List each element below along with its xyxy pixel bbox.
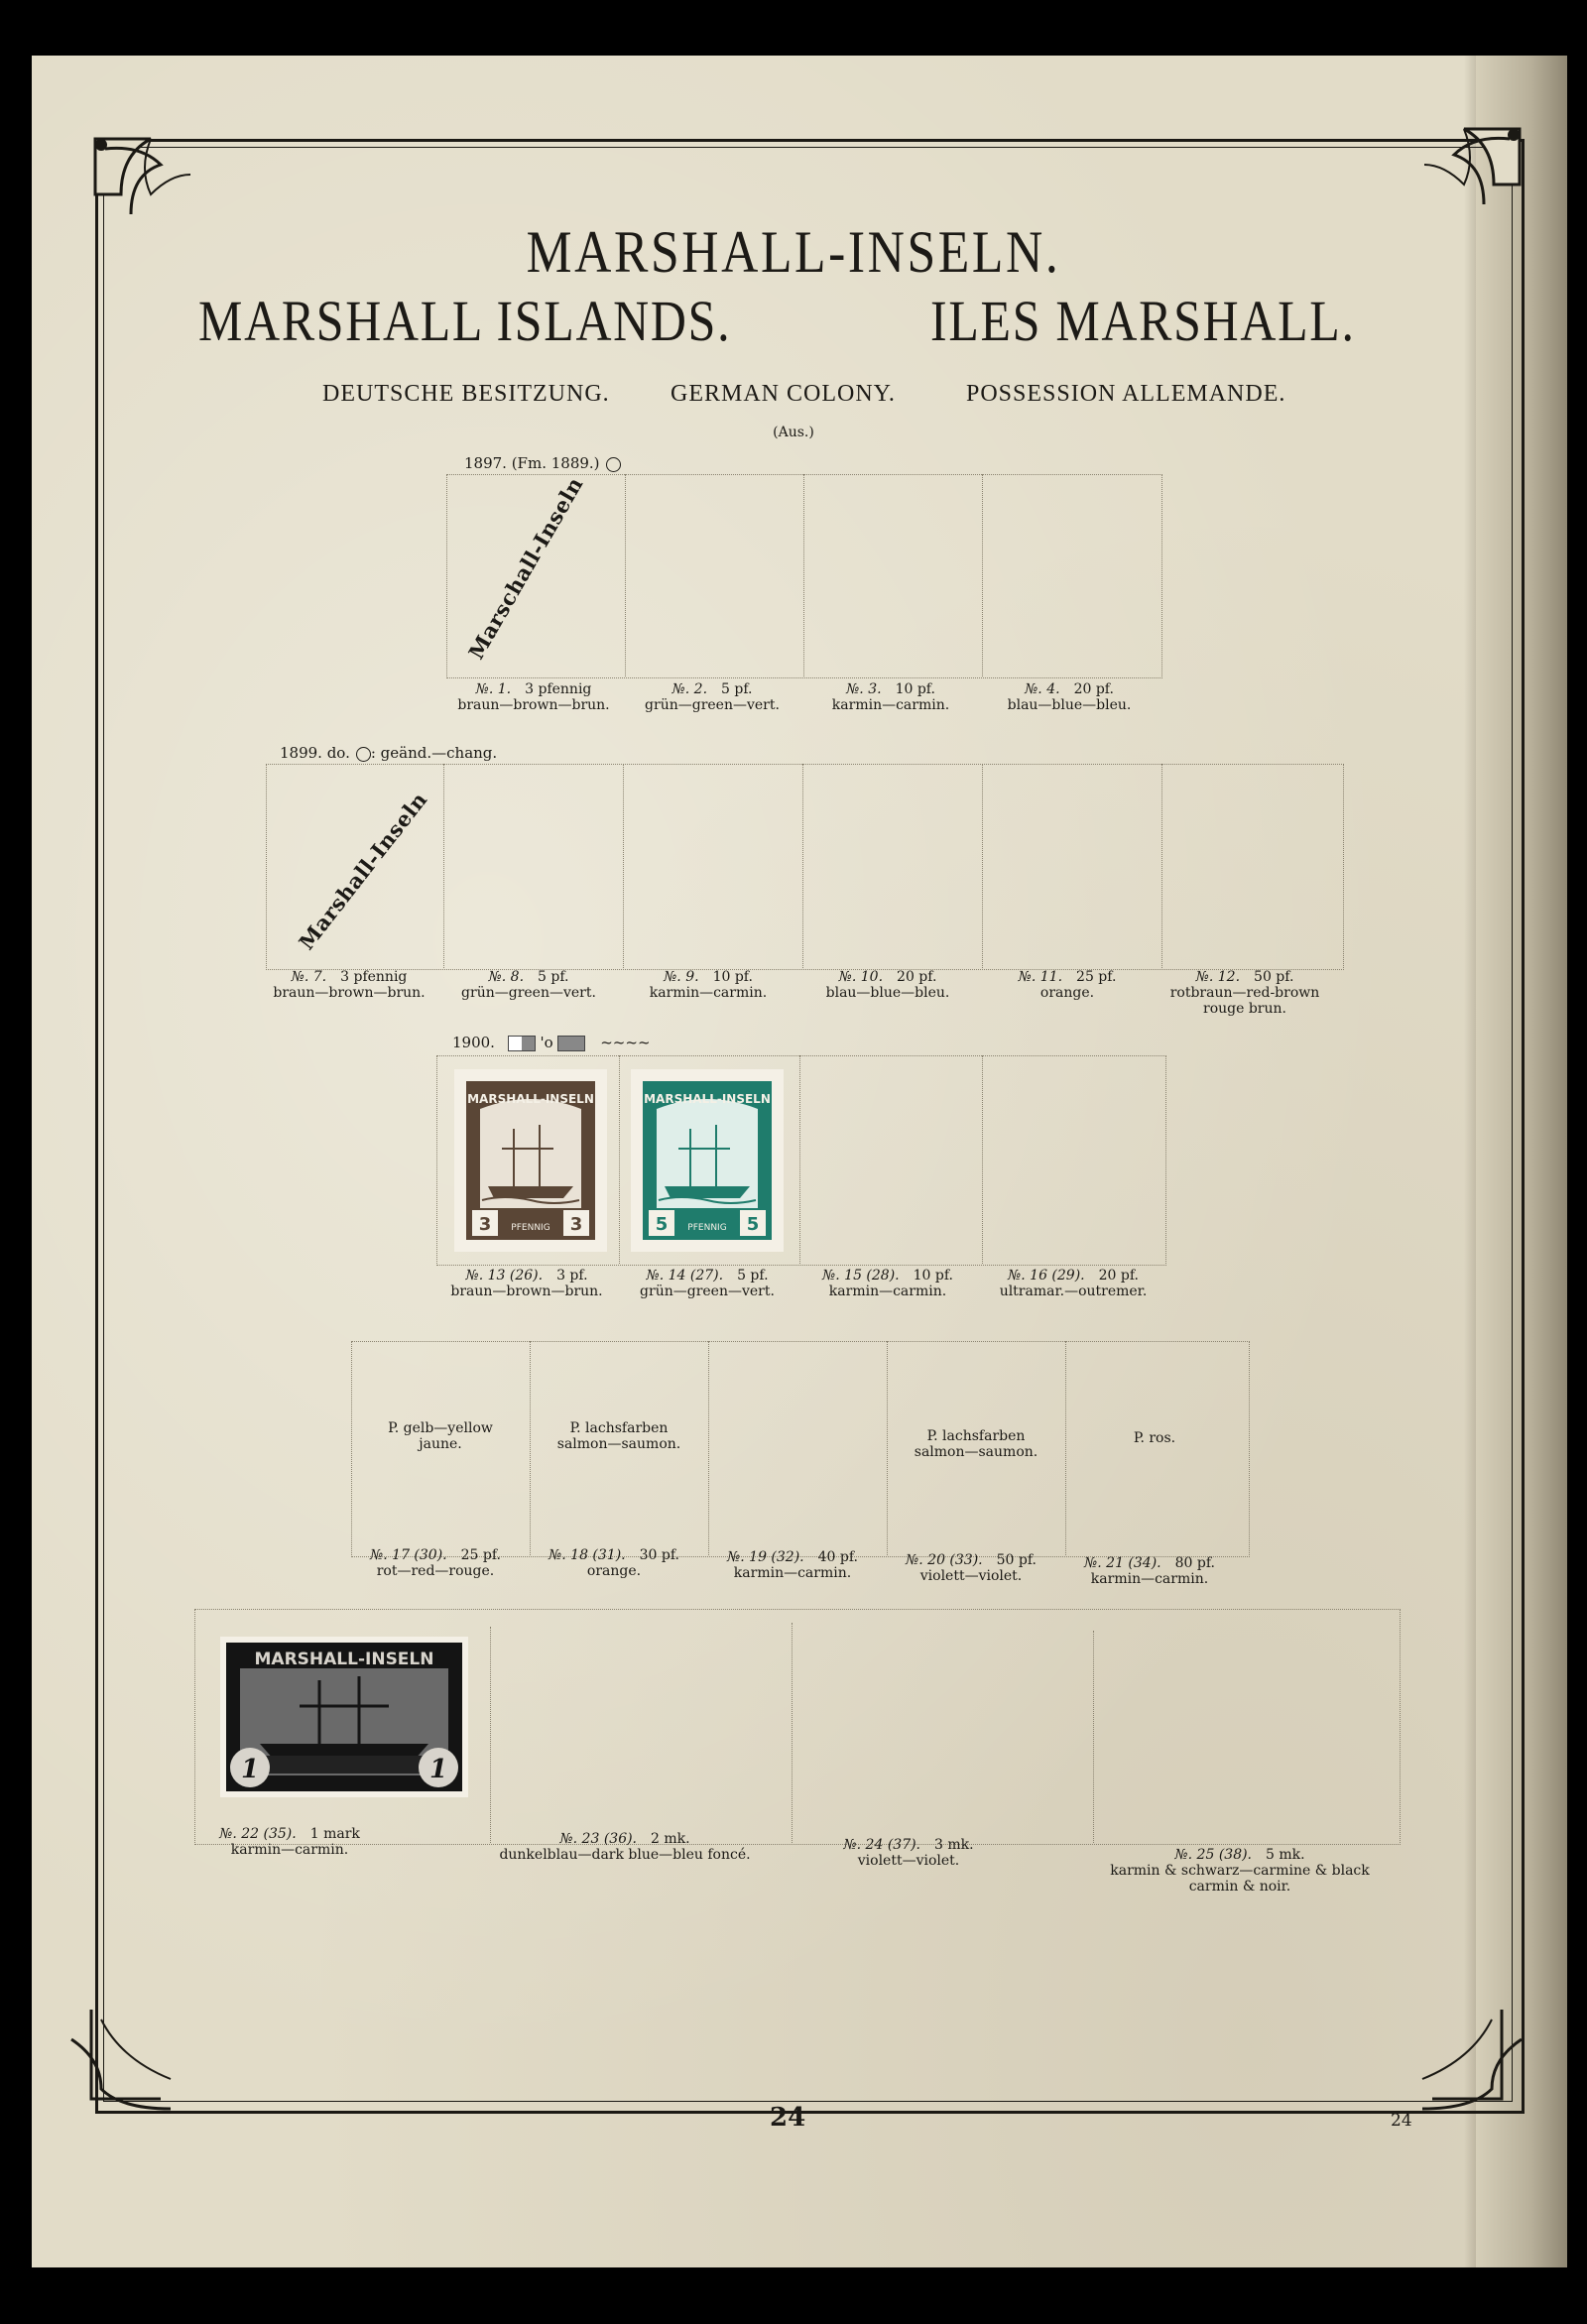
caption-no-12: №. 12. 50 pf. rotbraun—red-brown rouge brun. bbox=[1169, 969, 1320, 1017]
watermark-swatch-icon bbox=[557, 1036, 585, 1051]
caption-no-1: №. 1. 3 pfennig braun—brown—brun. bbox=[457, 681, 610, 713]
title-french: ILES MARSHALL. bbox=[930, 289, 1356, 353]
overprint-sample-1897: Marschall-Inseln bbox=[463, 472, 588, 664]
stamp-5-pfennig bbox=[631, 1069, 784, 1252]
caption-no-21: №. 21 (34). 80 pf. karmin—carmin. bbox=[1084, 1555, 1215, 1587]
paper-note-21: P. ros. bbox=[1133, 1430, 1176, 1446]
page-title: MARSHALL-INSELN. bbox=[526, 219, 1061, 285]
caption-no-13: №. 13 (26). 3 pf. braun—brown—brun. bbox=[450, 1268, 603, 1299]
stamp-value-right: 5 bbox=[746, 1214, 760, 1235]
watermark-swatch-icon bbox=[508, 1036, 536, 1051]
stamp-value-left: 1 bbox=[240, 1755, 260, 1784]
stamp-inscription: MARSHALL-INSELN bbox=[467, 1092, 594, 1106]
stamp-1-mark bbox=[220, 1637, 468, 1797]
circle-icon bbox=[356, 747, 371, 762]
stamp-word: PFENNIG bbox=[511, 1223, 550, 1233]
caption-no-2: №. 2. 5 pf. grün—green—vert. bbox=[645, 681, 780, 713]
corner-ornament-bottom-left bbox=[61, 2000, 181, 2119]
caption-no-16: №. 16 (29). 20 pf. ultramar.—outremer. bbox=[999, 1268, 1148, 1299]
caption-no-8: №. 8. 5 pf. grün—green—vert. bbox=[461, 969, 596, 1001]
issue-1900-label: 1900. 'o ~~~~ bbox=[452, 1034, 651, 1051]
caption-no-3: №. 3. 10 pf. karmin—carmin. bbox=[831, 681, 950, 713]
stamp-inscription: MARSHALL-INSELN bbox=[644, 1092, 771, 1106]
title-english: MARSHALL ISLANDS. bbox=[198, 289, 732, 353]
caption-no-18: №. 18 (31). 30 pf. orange. bbox=[549, 1547, 679, 1579]
caption-no-23: №. 23 (36). 2 mk. dunkelblau—dark blue—bleu foncé. bbox=[499, 1831, 751, 1863]
caption-no-4: №. 4. 20 pf. blau—blue—bleu. bbox=[1007, 681, 1132, 713]
caption-no-20: №. 20 (33). 50 pf. violett—violet. bbox=[906, 1552, 1037, 1584]
subtitle-german: DEUTSCHE BESITZUNG. bbox=[322, 381, 610, 407]
stamp-inscription: MARSHALL-INSELN bbox=[254, 1650, 434, 1669]
caption-no-10: №. 10. 20 pf. blau—blue—bleu. bbox=[825, 969, 950, 1001]
paper-note-18: P. lachsfarben salmon—saumon. bbox=[556, 1420, 681, 1452]
background-bottom bbox=[0, 2267, 1587, 2324]
caption-no-14: №. 14 (27). 5 pf. grün—green—vert. bbox=[640, 1268, 775, 1299]
caption-no-15: №. 15 (28). 10 pf. karmin—carmin. bbox=[822, 1268, 953, 1299]
aus-note: (Aus.) bbox=[773, 425, 814, 440]
caption-no-11: №. 11. 25 pf. orange. bbox=[1018, 969, 1117, 1001]
stamp-value-left: 5 bbox=[655, 1214, 669, 1235]
stamp-value-right: 3 bbox=[569, 1214, 583, 1235]
issue-1897-label: 1897. (Fm. 1889.) bbox=[464, 454, 621, 472]
caption-no-24: №. 24 (37). 3 mk. violett—violet. bbox=[843, 1837, 974, 1869]
issue-1899-label: 1899. do. : geänd.—chang. bbox=[280, 744, 498, 762]
caption-no-17: №. 17 (30). 25 pf. rot—red—rouge. bbox=[370, 1547, 501, 1579]
stamp-value-right: 1 bbox=[428, 1755, 448, 1784]
stamp-row-1899 bbox=[266, 764, 1344, 970]
circle-icon bbox=[606, 457, 621, 472]
paper-note-17: P. gelb—yellow jaune. bbox=[388, 1420, 493, 1452]
overprint-sample-1899: Marshall-Inseln bbox=[294, 787, 432, 955]
caption-no-19: №. 19 (32). 40 pf. karmin—carmin. bbox=[727, 1549, 858, 1581]
page-number-corner: 24 bbox=[1391, 2111, 1412, 2131]
page-number: 24 bbox=[770, 2103, 806, 2133]
stamp-3-pfennig bbox=[454, 1069, 607, 1252]
paper-note-20: P. lachsfarben salmon—saumon. bbox=[914, 1428, 1038, 1460]
corner-ornament-bottom-right bbox=[1412, 2000, 1531, 2119]
caption-no-7: №. 7. 3 pfennig braun—brown—brun. bbox=[273, 969, 426, 1001]
subtitle-english: GERMAN COLONY. bbox=[671, 381, 896, 407]
caption-no-9: №. 9. 10 pf. karmin—carmin. bbox=[649, 969, 768, 1001]
subtitle-french: POSSESSION ALLEMANDE. bbox=[966, 381, 1286, 407]
caption-no-22: №. 22 (35). 1 mark karmin—carmin. bbox=[219, 1826, 360, 1858]
caption-no-25: №. 25 (38). 5 mk. karmin & schwarz—carmine & black carmin & noir. bbox=[1110, 1847, 1370, 1895]
stamp-word: PFENNIG bbox=[687, 1223, 727, 1233]
stamp-value-left: 3 bbox=[478, 1214, 492, 1235]
